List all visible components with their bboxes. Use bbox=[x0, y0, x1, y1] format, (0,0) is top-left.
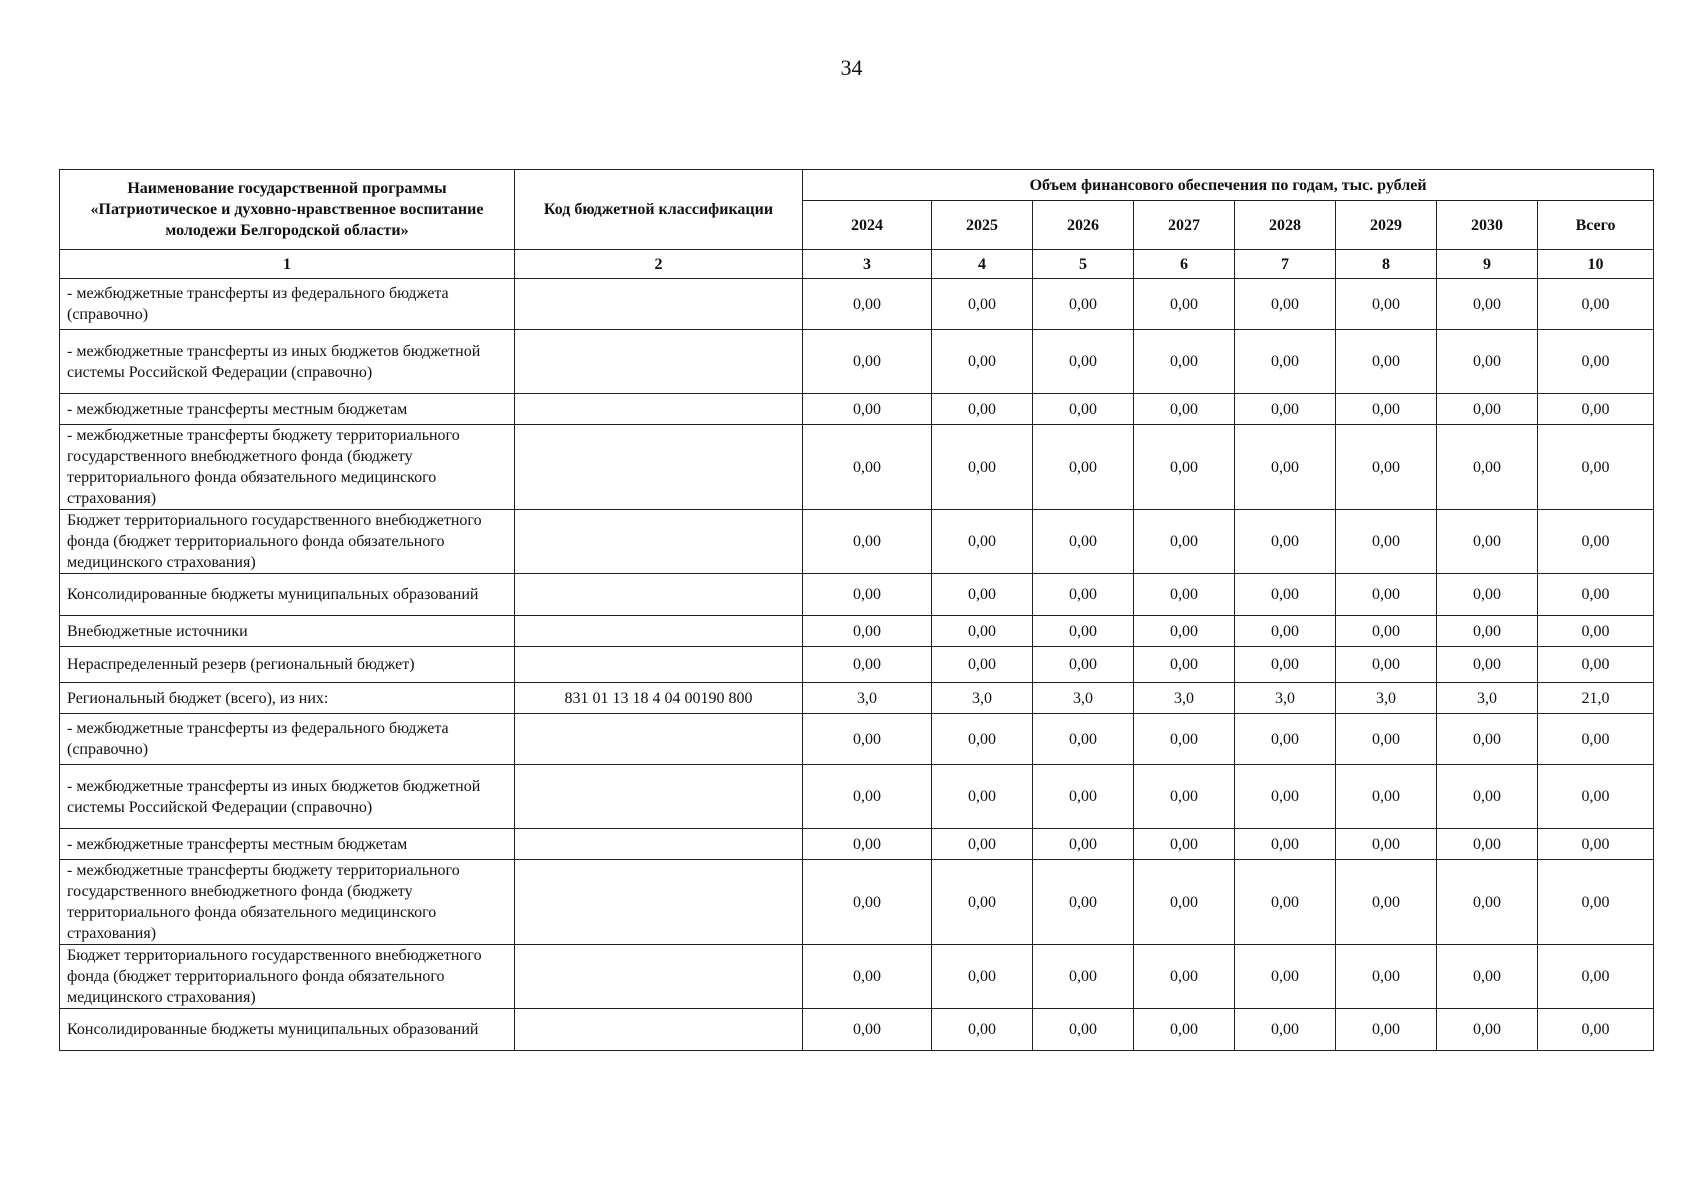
row-year-value: 0,00 bbox=[1033, 860, 1134, 945]
row-year-value: 0,00 bbox=[1134, 1009, 1235, 1051]
row-year-value: 0,00 bbox=[932, 860, 1033, 945]
row-budget-code bbox=[515, 510, 803, 574]
row-year-value: 0,00 bbox=[1134, 765, 1235, 829]
row-budget-code bbox=[515, 945, 803, 1009]
row-year-value: 0,00 bbox=[1437, 394, 1538, 425]
row-year-value: 0,00 bbox=[932, 714, 1033, 765]
row-budget-code bbox=[515, 714, 803, 765]
row-name: - межбюджетные трансферты бюджету территориального государственного внебюджетного фонда (бюджету территориального фонда обязательного медицинского страхования) bbox=[60, 425, 515, 510]
table-row bbox=[60, 714, 1654, 765]
row-year-value: 0,00 bbox=[1235, 394, 1336, 425]
row-total-value: 0,00 bbox=[1538, 945, 1654, 1009]
row-year-value: 0,00 bbox=[1336, 394, 1437, 425]
row-total-value: 0,00 bbox=[1538, 647, 1654, 683]
row-year-value: 0,00 bbox=[1033, 647, 1134, 683]
row-year-value: 0,00 bbox=[1437, 330, 1538, 394]
row-year-value: 0,00 bbox=[1336, 425, 1437, 510]
row-total-value: 0,00 bbox=[1538, 860, 1654, 945]
year-header: 2025 bbox=[932, 201, 1033, 250]
row-year-value: 0,00 bbox=[1033, 765, 1134, 829]
row-name: - межбюджетные трансферты бюджету территориального государственного внебюджетного фонда (бюджету территориального фонда обязательного медицинского страхования) bbox=[60, 860, 515, 945]
table-row bbox=[60, 860, 1654, 945]
row-year-value: 0,00 bbox=[803, 829, 932, 860]
row-total-value: 0,00 bbox=[1538, 330, 1654, 394]
row-year-value: 0,00 bbox=[1134, 860, 1235, 945]
column-number: 6 bbox=[1134, 250, 1235, 279]
page-number: 34 bbox=[840, 55, 863, 80]
row-name: - межбюджетные трансферты из федерального бюджета (справочно) bbox=[60, 279, 515, 330]
row-year-value: 0,00 bbox=[1235, 829, 1336, 860]
row-year-value: 0,00 bbox=[1437, 616, 1538, 647]
table-row bbox=[60, 330, 1654, 394]
row-year-value: 0,00 bbox=[932, 945, 1033, 1009]
row-year-value: 0,00 bbox=[1437, 574, 1538, 616]
year-header: 2024 bbox=[803, 201, 932, 250]
row-year-value: 0,00 bbox=[1033, 714, 1134, 765]
row-year-value: 0,00 bbox=[1336, 714, 1437, 765]
row-year-value: 0,00 bbox=[1235, 714, 1336, 765]
row-year-value: 0,00 bbox=[1134, 425, 1235, 510]
row-year-value: 0,00 bbox=[1235, 574, 1336, 616]
row-year-value: 0,00 bbox=[1134, 510, 1235, 574]
row-year-value: 0,00 bbox=[803, 394, 932, 425]
row-year-value: 0,00 bbox=[932, 647, 1033, 683]
row-year-value: 0,00 bbox=[932, 574, 1033, 616]
row-total-value: 0,00 bbox=[1538, 765, 1654, 829]
column-number-row bbox=[60, 250, 1654, 279]
year-header: 2030 bbox=[1437, 201, 1538, 250]
row-year-value: 0,00 bbox=[1235, 860, 1336, 945]
row-total-value: 0,00 bbox=[1538, 574, 1654, 616]
row-year-value: 0,00 bbox=[803, 1009, 932, 1051]
table-row bbox=[60, 765, 1654, 829]
row-name: - межбюджетные трансферты из иных бюджетов бюджетной системы Российской Федерации (справочно) bbox=[60, 765, 515, 829]
row-total-value: 0,00 bbox=[1538, 616, 1654, 647]
row-year-value: 0,00 bbox=[1235, 616, 1336, 647]
row-year-value: 3,0 bbox=[932, 683, 1033, 714]
row-year-value: 0,00 bbox=[1033, 394, 1134, 425]
row-year-value: 0,00 bbox=[803, 765, 932, 829]
row-year-value: 0,00 bbox=[932, 829, 1033, 860]
row-year-value: 0,00 bbox=[1336, 945, 1437, 1009]
row-year-value: 3,0 bbox=[1134, 683, 1235, 714]
column-number: 9 bbox=[1437, 250, 1538, 279]
row-year-value: 0,00 bbox=[1336, 574, 1437, 616]
row-year-value: 3,0 bbox=[803, 683, 932, 714]
row-year-value: 0,00 bbox=[803, 279, 932, 330]
row-name: Консолидированные бюджеты муниципальных образований bbox=[60, 574, 515, 616]
row-name: Нераспределенный резерв (региональный бюджет) bbox=[60, 647, 515, 683]
year-header: 2027 bbox=[1134, 201, 1235, 250]
row-budget-code: 831 01 13 18 4 04 00190 800 bbox=[515, 683, 803, 714]
year-header: 2029 bbox=[1336, 201, 1437, 250]
column-number: 1 bbox=[60, 250, 515, 279]
row-budget-code bbox=[515, 574, 803, 616]
row-name: Бюджет территориального государственного внебюджетного фонда (бюджет территориального фонда обязательного медицинского страхования) bbox=[60, 945, 515, 1009]
row-year-value: 0,00 bbox=[1336, 510, 1437, 574]
row-year-value: 3,0 bbox=[1336, 683, 1437, 714]
row-year-value: 0,00 bbox=[1235, 425, 1336, 510]
row-year-value: 0,00 bbox=[1437, 279, 1538, 330]
row-year-value: 0,00 bbox=[1235, 647, 1336, 683]
table-row bbox=[60, 574, 1654, 616]
row-total-value: 0,00 bbox=[1538, 425, 1654, 510]
table-row bbox=[60, 945, 1654, 1009]
row-name: Бюджет территориального государственного внебюджетного фонда (бюджет территориального фонда обязательного медицинского страхования) bbox=[60, 510, 515, 574]
row-year-value: 0,00 bbox=[1437, 647, 1538, 683]
row-budget-code bbox=[515, 647, 803, 683]
table-row bbox=[60, 647, 1654, 683]
column-number: 3 bbox=[803, 250, 932, 279]
table-row bbox=[60, 683, 1654, 714]
row-year-value: 0,00 bbox=[1437, 510, 1538, 574]
row-year-value: 0,00 bbox=[1437, 1009, 1538, 1051]
column-number: 7 bbox=[1235, 250, 1336, 279]
row-year-value: 0,00 bbox=[1033, 510, 1134, 574]
row-budget-code bbox=[515, 425, 803, 510]
row-total-value: 0,00 bbox=[1538, 394, 1654, 425]
program-name-header: Наименование государственной программы «Патриотическое и духовно-нравственное воспитание молодежи Белгородской области» bbox=[60, 170, 515, 250]
table-row bbox=[60, 425, 1654, 510]
row-year-value: 0,00 bbox=[1033, 616, 1134, 647]
row-name: Региональный бюджет (всего), из них: bbox=[60, 683, 515, 714]
row-year-value: 0,00 bbox=[1033, 425, 1134, 510]
row-year-value: 0,00 bbox=[1134, 647, 1235, 683]
row-year-value: 0,00 bbox=[1336, 1009, 1437, 1051]
volume-title-header: Объем финансового обеспечения по годам, тыс. рублей bbox=[803, 170, 1654, 201]
row-year-value: 0,00 bbox=[803, 616, 932, 647]
row-budget-code bbox=[515, 765, 803, 829]
row-year-value: 0,00 bbox=[932, 279, 1033, 330]
row-year-value: 0,00 bbox=[1437, 860, 1538, 945]
row-year-value: 0,00 bbox=[1134, 945, 1235, 1009]
financing-table bbox=[59, 169, 1654, 1051]
row-year-value: 0,00 bbox=[1336, 330, 1437, 394]
row-budget-code bbox=[515, 860, 803, 945]
row-year-value: 0,00 bbox=[1336, 616, 1437, 647]
row-year-value: 0,00 bbox=[803, 860, 932, 945]
row-year-value: 3,0 bbox=[1033, 683, 1134, 714]
row-year-value: 0,00 bbox=[1134, 616, 1235, 647]
row-year-value: 0,00 bbox=[1134, 330, 1235, 394]
row-budget-code bbox=[515, 279, 803, 330]
row-year-value: 0,00 bbox=[932, 510, 1033, 574]
row-year-value: 0,00 bbox=[1033, 1009, 1134, 1051]
row-budget-code bbox=[515, 616, 803, 647]
table-row bbox=[60, 279, 1654, 330]
row-year-value: 3,0 bbox=[1235, 683, 1336, 714]
row-name: - межбюджетные трансферты из федерального бюджета (справочно) bbox=[60, 714, 515, 765]
row-year-value: 0,00 bbox=[1033, 945, 1134, 1009]
table-row bbox=[60, 829, 1654, 860]
row-year-value: 0,00 bbox=[1437, 425, 1538, 510]
row-year-value: 0,00 bbox=[803, 510, 932, 574]
row-year-value: 0,00 bbox=[1134, 574, 1235, 616]
table-row bbox=[60, 510, 1654, 574]
row-name: Внебюджетные источники bbox=[60, 616, 515, 647]
row-total-value: 0,00 bbox=[1538, 510, 1654, 574]
row-total-value: 21,0 bbox=[1538, 683, 1654, 714]
total-header: Всего bbox=[1538, 201, 1654, 250]
row-year-value: 0,00 bbox=[1235, 330, 1336, 394]
row-name: - межбюджетные трансферты местным бюджетам bbox=[60, 829, 515, 860]
row-year-value: 0,00 bbox=[803, 574, 932, 616]
row-year-value: 0,00 bbox=[1235, 945, 1336, 1009]
row-year-value: 0,00 bbox=[803, 425, 932, 510]
year-header: 2026 bbox=[1033, 201, 1134, 250]
row-name: Консолидированные бюджеты муниципальных образований bbox=[60, 1009, 515, 1051]
row-year-value: 0,00 bbox=[1235, 279, 1336, 330]
row-budget-code bbox=[515, 394, 803, 425]
year-header: 2028 bbox=[1235, 201, 1336, 250]
row-budget-code bbox=[515, 829, 803, 860]
row-year-value: 0,00 bbox=[1033, 279, 1134, 330]
row-year-value: 0,00 bbox=[1235, 1009, 1336, 1051]
row-year-value: 0,00 bbox=[1437, 829, 1538, 860]
row-year-value: 0,00 bbox=[1336, 647, 1437, 683]
row-year-value: 0,00 bbox=[803, 945, 932, 1009]
row-total-value: 0,00 bbox=[1538, 279, 1654, 330]
table-row bbox=[60, 616, 1654, 647]
row-year-value: 0,00 bbox=[1235, 765, 1336, 829]
row-year-value: 0,00 bbox=[1033, 829, 1134, 860]
budget-code-header: Код бюджетной классификации bbox=[515, 170, 803, 250]
row-budget-code bbox=[515, 330, 803, 394]
table-row bbox=[60, 394, 1654, 425]
table-row bbox=[60, 1009, 1654, 1051]
row-year-value: 0,00 bbox=[1033, 330, 1134, 394]
row-year-value: 0,00 bbox=[932, 1009, 1033, 1051]
row-total-value: 0,00 bbox=[1538, 714, 1654, 765]
column-number: 4 bbox=[932, 250, 1033, 279]
row-year-value: 0,00 bbox=[1336, 279, 1437, 330]
column-number: 2 bbox=[515, 250, 803, 279]
row-year-value: 0,00 bbox=[803, 647, 932, 683]
row-year-value: 0,00 bbox=[1336, 860, 1437, 945]
row-year-value: 0,00 bbox=[932, 425, 1033, 510]
row-budget-code bbox=[515, 1009, 803, 1051]
row-year-value: 0,00 bbox=[1437, 765, 1538, 829]
row-name: - межбюджетные трансферты местным бюджетам bbox=[60, 394, 515, 425]
row-year-value: 0,00 bbox=[932, 330, 1033, 394]
column-number: 5 bbox=[1033, 250, 1134, 279]
row-year-value: 0,00 bbox=[1134, 394, 1235, 425]
row-year-value: 0,00 bbox=[1235, 510, 1336, 574]
row-year-value: 0,00 bbox=[932, 616, 1033, 647]
row-year-value: 0,00 bbox=[1134, 714, 1235, 765]
row-year-value: 0,00 bbox=[803, 330, 932, 394]
row-year-value: 0,00 bbox=[1336, 829, 1437, 860]
column-number: 8 bbox=[1336, 250, 1437, 279]
row-name: - межбюджетные трансферты из иных бюджетов бюджетной системы Российской Федерации (справочно) bbox=[60, 330, 515, 394]
row-year-value: 0,00 bbox=[803, 714, 932, 765]
row-total-value: 0,00 bbox=[1538, 829, 1654, 860]
row-year-value: 0,00 bbox=[932, 765, 1033, 829]
column-number: 10 bbox=[1538, 250, 1654, 279]
row-year-value: 3,0 bbox=[1437, 683, 1538, 714]
row-year-value: 0,00 bbox=[932, 394, 1033, 425]
row-year-value: 0,00 bbox=[1437, 945, 1538, 1009]
row-year-value: 0,00 bbox=[1437, 714, 1538, 765]
row-total-value: 0,00 bbox=[1538, 1009, 1654, 1051]
row-year-value: 0,00 bbox=[1134, 829, 1235, 860]
row-year-value: 0,00 bbox=[1033, 574, 1134, 616]
row-year-value: 0,00 bbox=[1336, 765, 1437, 829]
row-year-value: 0,00 bbox=[1134, 279, 1235, 330]
